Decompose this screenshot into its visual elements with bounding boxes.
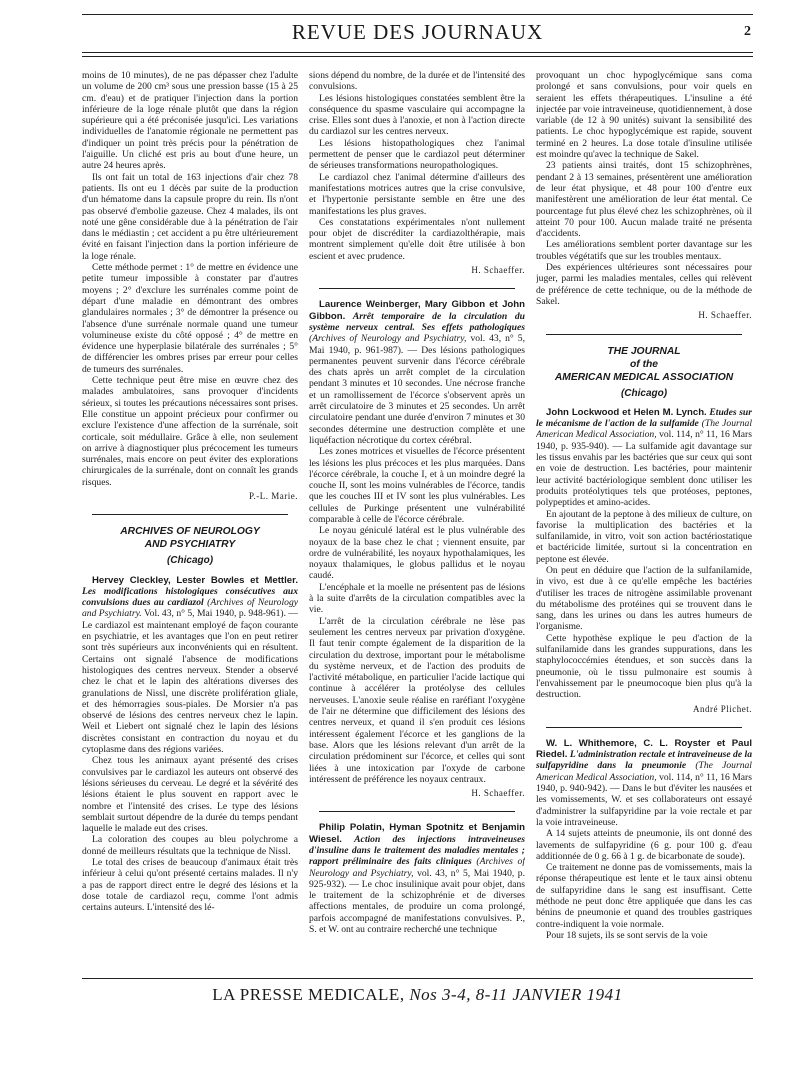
- article-body: Vol. 43, n° 5, Mai 1940, p. 948-961). — Le cardiazol est maintenant employé de façon courante en psychiatrie, et les avantages que l'on en peut retirer sont très supérieurs aux inconvénients qui en résultent. Certains ont signalé l'absence de modifications histologiques des centres nerveux. Stender a observé chez le chat et le lapin des altérations diverses des granulations de Nissl, une discrète prolifération gliale, et des hémorragies sous-piales. De Morsier n'a pas observé de lésions des centres nerveux chez le lapin. Weil et Liebert ont signalé chez le lapin des lésions discrètes consistant en contraction du noyau et du cytoplasme dans des régions variées.: [82, 608, 298, 756]
- section-divider: [92, 514, 288, 515]
- paragraph: On peut en déduire que l'action de la sulfanilamide, in vivo, est due à ce qu'elle empêche les bactéries d'utiliser les traces de nitrogène assimilable provenant du métabolisme des protéines qui se trouvent dans le sang, dans les urines ou dans les autres humeurs de l'organisme.: [536, 564, 752, 633]
- paragraph: Les lésions histopathologiques chez l'animal permettent de penser que le cardiazol peut déterminer de sérieuses transformations neuropathologiques.: [309, 137, 525, 172]
- article-authors: John Lockwood et Helen M. Lynch.: [546, 406, 707, 418]
- paragraph: Ce traitement ne donne pas de vomissements, mais la réponse thérapeutique est lente et le taux ainsi obtenu de sulfapyridine dans le sang est insuffisant. Cette méthode ne peut donc être appliquée que dans les cas bénins de pneumonie et quand des troubles gastriques contre-indiquent la voie normale.: [536, 862, 752, 930]
- author-signature: H. Schaeffer.: [698, 310, 752, 321]
- article-source: (Archives of Neurology and Psychiatry,: [309, 856, 525, 879]
- column-1: [82, 70, 298, 975]
- paragraph: Les améliorations semblent porter davantage sur les troubles végétatifs que sur les troubles mentaux.: [536, 239, 752, 262]
- article-authors: Laurence Weinberger, Mary Gibbon et John Gibbon.: [309, 299, 525, 322]
- article-abstract: [536, 407, 752, 509]
- page-footer: [82, 985, 753, 1005]
- paragraph: provoquant un choc hypoglycémique sans coma prolongé et sans convulsions, pour voir quels en seraient les effets thérapeutiques. L'insuline a été injectée par voie intraveineuse, quotidiennement, à dose variable (de 12 à 90 unités) suivant la sensibilité des patients. Le choc hypoglycémique est rapide, souvent terminé en 2 heures. La dose totale d'insuline utilisée est moindre qu'avec la technique de Sakel.: [536, 70, 752, 161]
- header-top-rule: [82, 14, 753, 15]
- article-title: Etudes sur le mécanisme de l'action de la sulfamide: [536, 406, 752, 430]
- journal-name-line: AMERICAN MEDICAL ASSOCIATION: [554, 371, 734, 383]
- section-divider: [319, 811, 515, 812]
- paragraph: Des expériences ultérieures sont nécessaires pour juger, parmi les maladies mentales, celles qui relèvent de préférence de cette technique, ou de la méthode de Sakel.: [536, 262, 752, 307]
- paragraph: Le cardiazol chez l'animal détermine d'ailleurs des manifestations motrices autres que la crise convulsive, et l'hypertonie persistante semble en être une des manifestations les plus graves.: [309, 171, 525, 217]
- article-columns: [82, 70, 753, 975]
- journal-section-title: [82, 525, 298, 551]
- header-rule-1: [82, 52, 753, 53]
- journal-city: (Chicago): [620, 387, 668, 399]
- article-title: Arrêt temporaire de la circulation du système nerveux central. Ses effets pathologiques: [309, 310, 525, 333]
- article-body: vol. 114, n° 11, 16 Mars 1940, p. 940-942). — Dans le but d'éviter les nausées et les vomissements, W. et ses collaborateurs ont essayé d'administrer la sulfapyridine par la voie rectale et par la voie intraveineuse.: [536, 771, 752, 828]
- paragraph: L'encéphale et la moelle ne présentent pas de lésions à la suite d'arrêts de la circulation compatibles avec la vie.: [309, 581, 525, 616]
- article-source: (Archives of Neurology and Psychiatry.: [82, 597, 298, 620]
- paragraph: Les zones motrices et visuelles de l'écorce présentent les lésions les plus précoces et les plus marquées. Dans l'écorce cérébrale, la couche I, et à un moindre degré la couche II, sont les moins vulnérables de l'écorce, tandis que les couches III et IV sont les plus vulnérables. Les cellules de Purkinge présentent une vulnérabilité comparable à celle de l'écorce cérébrale.: [309, 446, 525, 525]
- section-divider: [546, 727, 742, 728]
- paragraph: L'arrêt de la circulation cérébrale ne lèse pas seulement les centres nerveux par privation d'oxygène. Il faut tenir compte également de la disparition de la circulation du dextrose, important pour le métabolisme du système nerveux, et de l'action des produits de l'activité métabolique, en particulier l'acide lactique qui continue à accélérer la protéolyse des cellules nerveuses. L'anoxie seule réalise en raréfiant l'oxygène de l'air ne détermine que difficilement des lésions des centres nerveux, et quand il s'en produit ces lésions intéressent également l'écorce et les ganglions de la base. Alors que les lésions relevant d'un arrêt de la circulation prédominent sur l'écorce, et celles qui sont liées à une intoxication par l'oxyde de carbone intéressent de préférence les noyaux centraux.: [309, 615, 525, 785]
- paragraph: Cette hypothèse explique le peu d'action de la sulfanilamide dans les grandes suppurations, dans les staphylococcémies étendues, et son succès dans la pneumonie, où le tissu pulmonaire est soumis à l'envahissement par le pneumocoque bien plus qu'à la destruction.: [536, 632, 752, 701]
- author-signature: H. Schaeffer.: [471, 265, 525, 276]
- article-body: vol. 114, n° 11, 16 Mars 1940, p. 935-940). — La sulfamide agit davantage sur les tissus envahis par les bactéries que sur ceux qui sont en voie de destruction. Les bactéries, pour maintenir leur activité bactériologique semblent donc utiliser les produits protéolytiques tels que protéoses, peptones, polypeptides et amino-acides.: [536, 429, 752, 509]
- article-authors: Hervey Cleckley, Lester Bowles et Mettler.: [92, 574, 298, 586]
- footer-issue: Nos 3-4, 8-11 JANVIER 1941: [409, 985, 623, 1004]
- author-signature: André Plichet.: [693, 703, 752, 714]
- article-abstract: [309, 299, 525, 446]
- column-3: [536, 70, 752, 975]
- running-head-title: REVUE DES JOURNAUX: [291, 20, 544, 44]
- journal-name-line: THE JOURNAL: [607, 345, 681, 357]
- article-title: L'administration rectale et intraveineuse de la sulfapyridine dans la pneumonie: [536, 749, 752, 772]
- page-number: 2: [744, 24, 751, 39]
- header-rule-2: [82, 56, 753, 57]
- journal-name-line: ARCHIVES OF NEUROLOGY: [120, 526, 260, 538]
- footer-journal-name: LA PRESSE MEDICALE,: [212, 985, 405, 1004]
- paragraph: Chez tous les animaux ayant présenté des crises convulsives par le cardiazol les auteurs ont observé des lésions sérieuses du cerveau. Le degré et la sévérité des lésions étaient le plus souvent en rapport avec le nombre et l'intensité des crises. Le type des lésions semblait surtout dépendre de la durée du temps pendant laquelle le malade eut des crises.: [82, 755, 298, 835]
- paragraph: Cette technique peut être mise en œuvre chez des malades ambulatoires, sans provoquer d'incidents sérieux, si toutes les précautions nécessaires sont prises. Elle constitue un appoint précieux pour confirmer ou exclure l'existence d'une affection de la surrénale, soit corticale, soit médullaire. Grâce à elle, non seulement on arrive à diagnostiquer plus précocement les tumeurs surrénales, mais encore on peut éviter des explorations chirurgicales de la surrénale, dont on connaît les grands risques.: [82, 375, 298, 488]
- author-signature: P.-L. Marie.: [249, 490, 298, 501]
- paragraph: moins de 10 minutes), de ne pas dépasser chez l'adulte un volume de 200 cm³ sous une pression basse (15 à 25 cm. d'eau) et de pratiquer l'injection dans la portion inférieure de la loge rénale plutôt que dans la région supérieure qui a été préconisée jusqu'ici. Les variations individuelles de l'anatomie régionale ne permettent pas d'indiquer un point très précis pour la pénétration de l'aiguille. Un cliché est pris au bout d'une heure, un autre 24 heures après.: [82, 70, 298, 172]
- paragraph: Cette méthode permet : 1° de mettre en évidence une petite tumeur impossible à constater par d'autres moyens ; 2° d'exclure les surrénales comme point de départ d'une maladie en démontrant des ombres glandulaires normales ; 3° de démontrer la présence ou l'absence d'une surrénale normale quand une tumeur volumineuse existe du côté opposé ; 4° de mettre en évidence une hyperplasie bilatérale des surrénales ; 5° de différencier les ombres prises par erreur pour celles de tumeurs des surrénales.: [82, 262, 298, 375]
- article-abstract: [309, 822, 525, 935]
- paragraph: Ces constatations expérimentales n'ont nullement pour objet de discréditer la cardiazolthérapie, mais montrent simplement qu'elle doit être utilisée à bon escient et avec prudence.: [309, 216, 525, 262]
- paragraph: 23 patients ainsi traités, dont 15 schizophrènes, pendant 2 à 13 semaines, présentèrent une amélioration de leur état physique, et 48 pour 100 d'entre eux manifestèrent une amélioration de leur état mental. Ce pourcentage fut plus élevé chez les schizophrènes, où il atteint 70 pour 100. Aucun malade traité ne présenta d'accidents.: [536, 160, 752, 240]
- article-abstract: [82, 575, 298, 756]
- article-authors: W. L. Whithemore, C. L. Royster et Paul Riedel.: [536, 737, 752, 761]
- paragraph: sions dépend du nombre, de la durée et de l'intensité des convulsions.: [309, 70, 525, 93]
- article-body: vol. 43, n° 5, Mai 1940, p. 925-932). — Le choc insulinique avait pour objet, dans le traitement de la schizophrénie et de diverses affections mentales, de produire un coma prolongé, parfois accompagné de manifestations convulsives. P., S. et W. ont au contraire recherché une technique: [309, 867, 525, 936]
- article-source: (The Journal American Medical Association,: [536, 418, 752, 441]
- article-title: Action des injections intraveineuses d'insuline dans le traitement des maladies mentales ; rapport préliminaire des faits cliniques: [309, 833, 525, 868]
- column-2: [309, 70, 525, 975]
- paragraph: A 14 sujets atteints de pneumonie, ils ont donné des lavements de sulfapyridine (6 g. pour 100 g. d'eau additionnée de 0 g. 66 à 1 g. de bicarbonate de soude).: [536, 828, 752, 862]
- journal-name-line: of the: [629, 358, 659, 370]
- paragraph: Les lésions histologiques constatées semblent être la conséquence du spasme vasculaire qui accompagne la crise. Elles sont dues à l'anoxie, et non à l'action directe du cardiazol sur les centres nerveux.: [309, 92, 525, 138]
- article-body: vol. 43, n° 5, Mai 1940, p. 961-987). — Des lésions pathologiques permanentes peuvent survenir dans l'écorce cérébrale des chats après un arrêt complet de la circulation pendant 3 minutes et 10 secondes. Une nécrose franche et un ramollissement de l'écorce s'observent après un arrêt circulatoire de 3 minutes et 25 secondes. Un arrêt circulatoire pendant une durée d'environ 7 minutes et 30 secondes détermine une destruction complète et une liquéfaction nécrotique du cortex cérébral.: [309, 333, 525, 446]
- article-authors: Philip Polatin, Hyman Spotnitz et Benjamin Wiesel.: [309, 822, 525, 845]
- section-divider: [546, 334, 742, 335]
- paragraph: Le noyau géniculé latéral est le plus vulnérable des noyaux de la base chez le chat ; viennent ensuite, par ordre de vulnérabilité, les noyaux hypothalamiques, les noyaux thalamiques, le globus pallidus et le noyau caudé.: [309, 525, 525, 582]
- journal-section-title: [536, 345, 752, 384]
- paragraph: En ajoutant de la peptone à des milieux de culture, on favorise la multiplication des bactéries et la sulfanilamide, in vitro, voit son action bactériostatique et bactéricide limitée, surtout si la concentration en peptone est élevée.: [536, 508, 752, 565]
- article-abstract: [536, 738, 752, 828]
- article-title: Les modifications histologiques consécutives aux convulsions dues au cardiazol: [82, 585, 298, 609]
- paragraph: Le total des crises de beaucoup d'animaux était très inférieur à celui qu'ont présenté certains malades. Il n'y a pas de rapport direct entre le degré des lésions et la dose totale de cardiazol reçu, comme l'ont admis certains auteurs. L'intensité des lé-: [82, 857, 298, 914]
- paragraph: Pour 18 sujets, ils se sont servis de la voie: [546, 929, 708, 941]
- article-source: (The Journal American Medical Association,: [536, 760, 752, 783]
- paragraph: Ils ont fait un total de 163 injections d'air chez 78 patients. Ils ont eu 1 décès par suite de la production d'un hématome dans la capsule propre du rein. Ils n'ont pas observé d'embolie gazeuse. Chez 4 malades, ils ont noté une gêne considérable due à la pénétration de l'air dans le médiastin ; cet accident a pu être ultérieurement évité en faisant l'injection dans la portion inférieure de la loge rénale.: [82, 171, 298, 262]
- journal-name-line: AND PSYCHIATRY: [144, 539, 236, 551]
- journal-city: (Chicago): [166, 555, 214, 567]
- paragraph: La coloration des coupes au bleu polychrome a donné de meilleurs résultats que la technique de Nissl.: [82, 834, 298, 857]
- author-signature: H. Schaeffer.: [471, 788, 525, 799]
- footer-rule: [82, 978, 753, 979]
- section-divider: [319, 288, 515, 289]
- article-source: (Archives of Neurology and Psychiatry,: [309, 333, 467, 345]
